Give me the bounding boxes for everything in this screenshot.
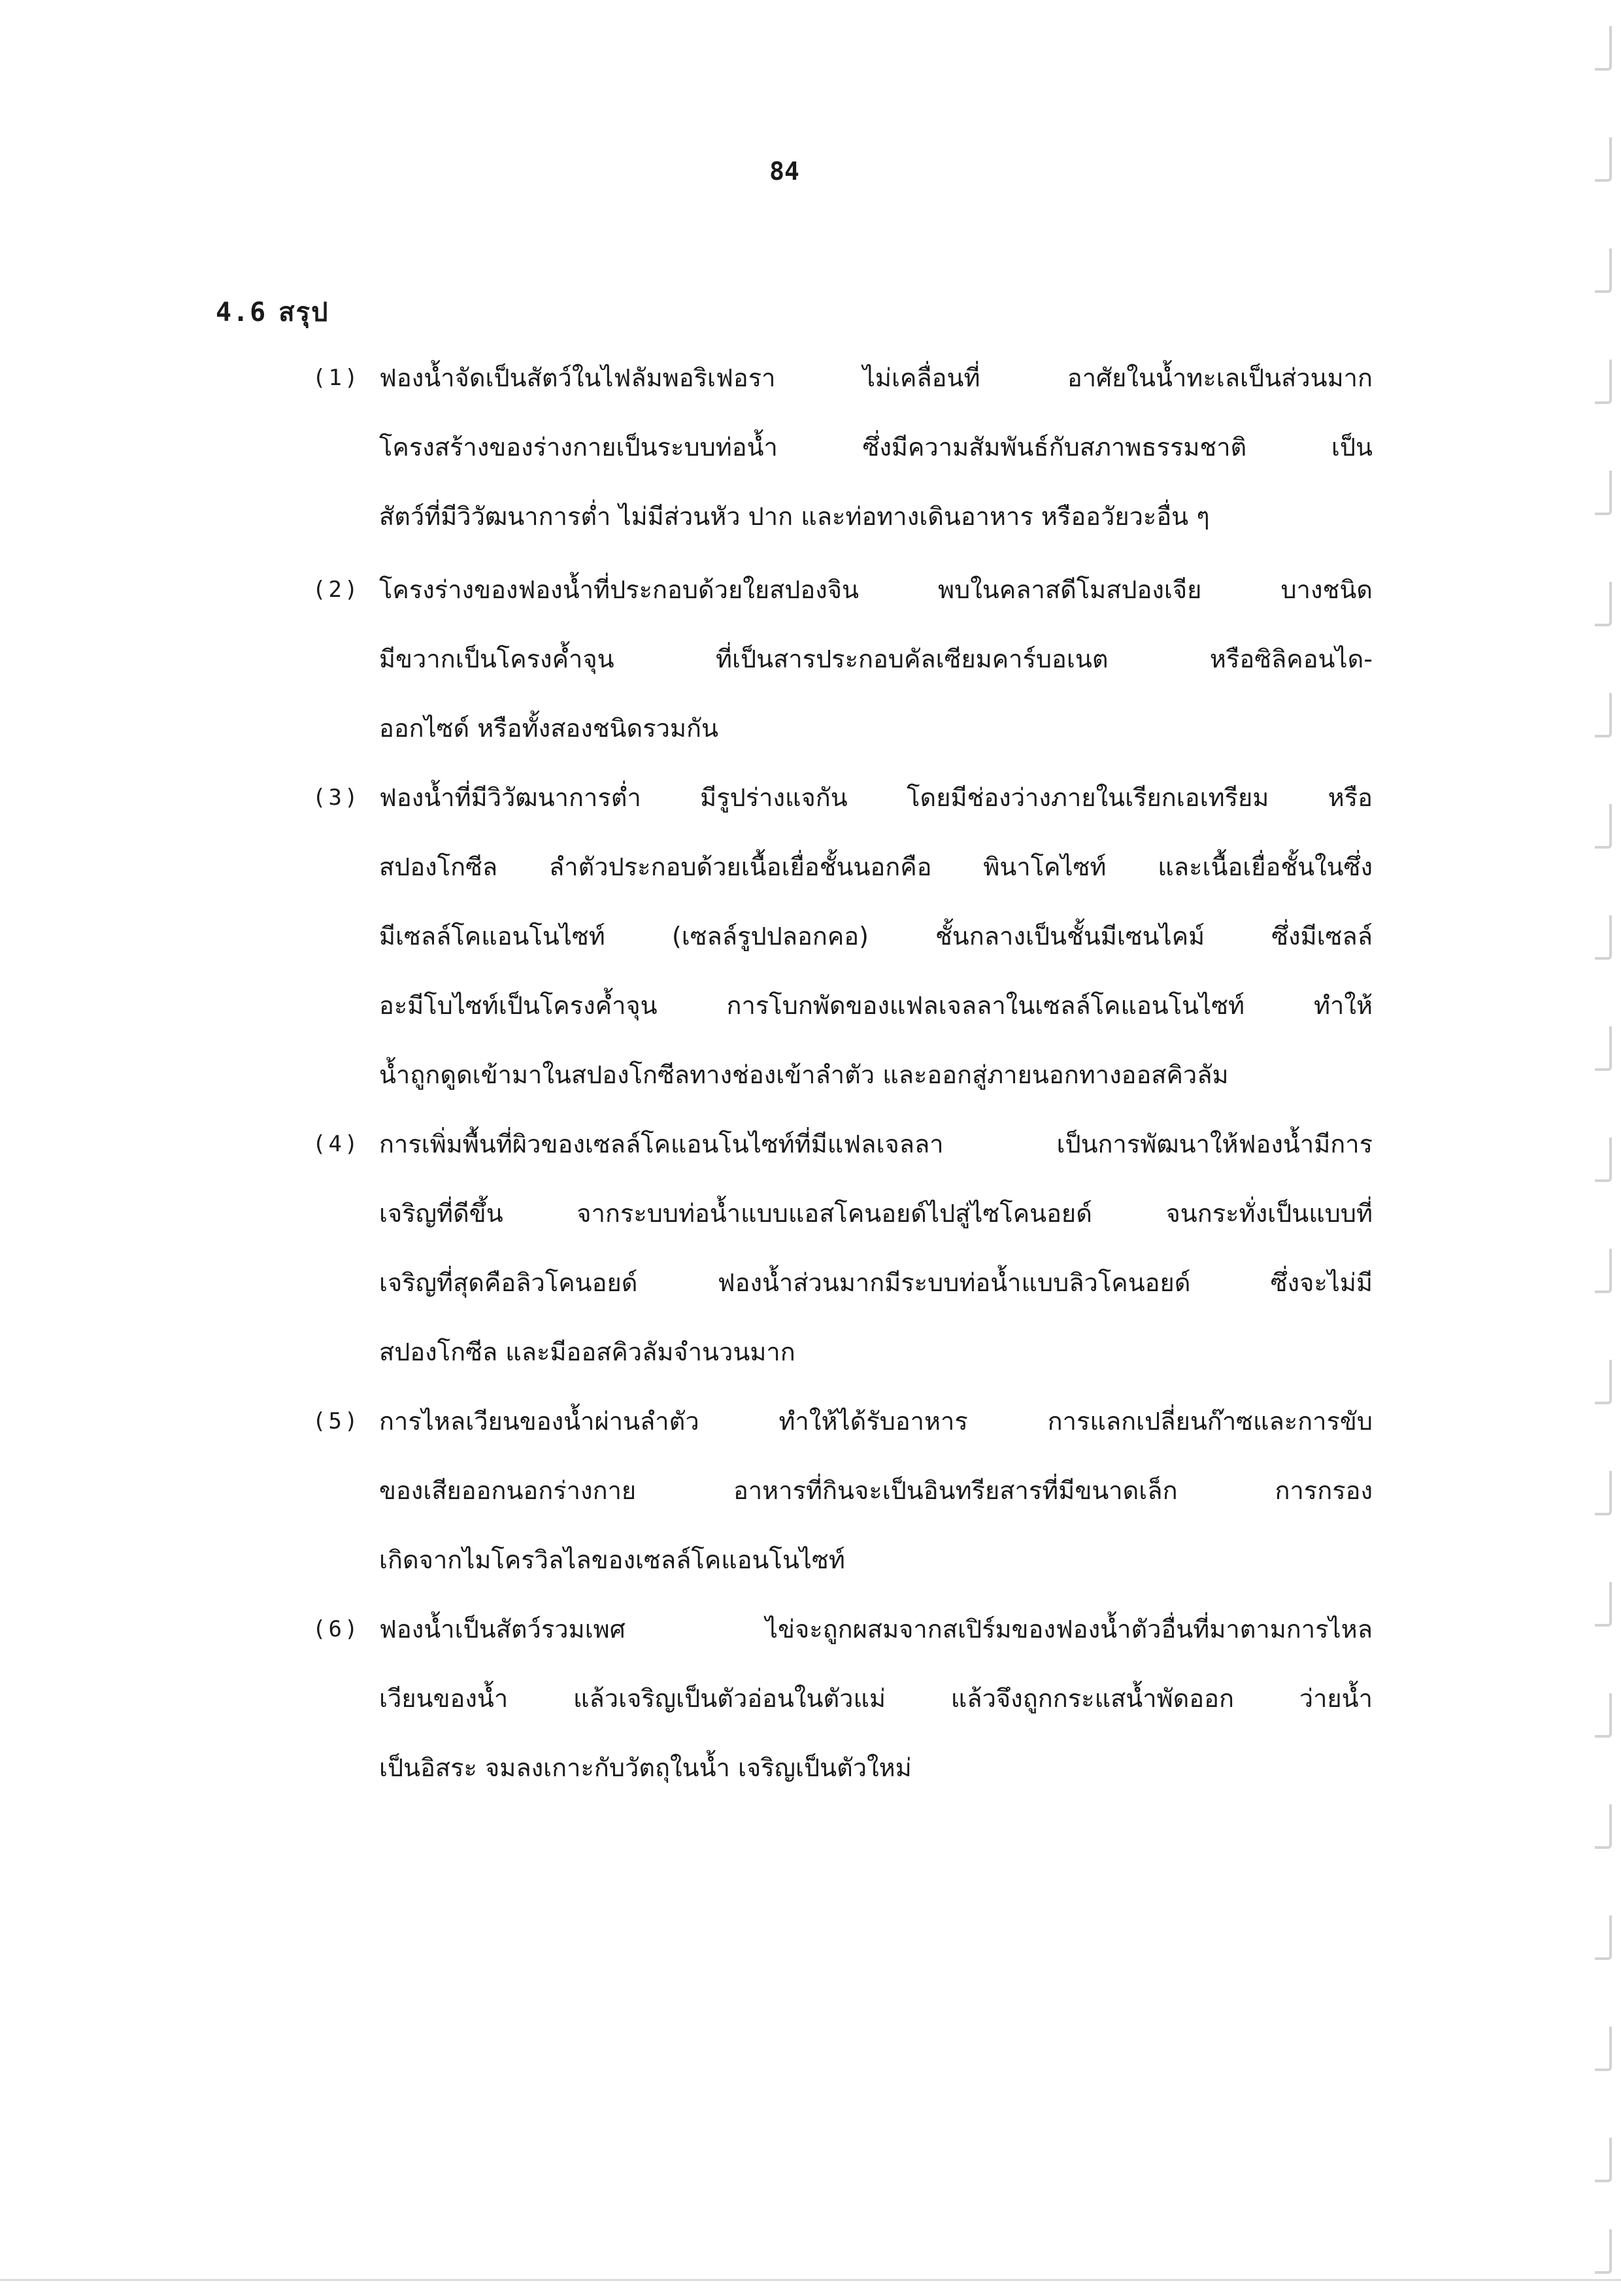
binding-marks [1582,0,1621,2296]
item-line: เจริญที่สุดคือลิวโคนอยด์ ฟองน้ำส่วนมากมีระบบท่อน้ำแบบลิวโคนอยด์ ซึ่งจะไม่มี [379,1268,1373,1297]
item-marker: (6) [312,1616,361,1642]
item-line: เกิดจากไมโครวิลไลของเซลล์โคแอนโนไซท์ [379,1545,845,1574]
item-line: น้ำถูกดูดเข้ามาในสปองโกซีลทางช่องเข้าลำตัว และออกสู่ภายนอกทางออสคิวลัม [379,1060,1229,1089]
item-marker: (5) [312,1408,361,1434]
item-line: ฟองน้ำจัดเป็นสัตว์ในไฟลัมพอริเฟอรา ไม่เคลื่อนที่ อาศัยในน้ำทะเลเป็นส่วนมาก [379,363,1373,392]
section-title: สรุป [278,297,329,328]
binding-mark [1595,1582,1612,1627]
item-line: ของเสียออกนอกร่างกาย อาหารที่กินจะเป็นอินทรียสารที่มีขนาดเล็ก การกรอง [379,1476,1373,1505]
item-line: โครงร่างของฟองน้ำที่ประกอบด้วยใยสปองจิน พบในคลาสดีโมสปองเจีย บางชนิด [379,575,1373,604]
section-heading [216,291,329,333]
binding-mark [1595,1693,1612,1738]
binding-mark [1595,2229,1612,2274]
item-line: ฟองน้ำที่มีวิวัฒนาการต่ำ มีรูปร่างแจกัน โดยมีช่องว่างภายในเรียกเอเทรียม หรือ [379,783,1373,812]
item-marker: (2) [312,577,361,603]
binding-mark [1595,1249,1612,1293]
scan-bottom-edge [0,2279,1621,2281]
item-line: โครงสร้างของร่างกายเป็นระบบท่อน้ำ ซึ่งมีความสัมพันธ์กับสภาพธรรมชาติ เป็น [379,433,1373,462]
binding-mark [1595,360,1612,404]
binding-mark [1595,1360,1612,1404]
page-number: 84 [769,157,799,186]
binding-mark [1595,248,1612,293]
item-line: มีขวากเป็นโครงค้ำจุน ที่เป็นสารประกอบคัลเซียมคาร์บอเนต หรือซิลิคอนได- [379,645,1373,673]
item-line: มีเซลล์โคแอนโนไซท์ (เซลล์รูปปลอกคอ) ชั้นกลางเป็นชั้นมีเซนไคม์ ซึ่งมีเซลล์ [379,922,1373,951]
item-line: ออกไซด์ หรือทั้งสองชนิดรวมกัน [379,714,718,743]
binding-mark [1595,1026,1612,1071]
item-line: สปองโกซีล และมีออสคิวลัมจำนวนมาก [379,1338,795,1366]
item-marker: (4) [312,1131,361,1157]
binding-mark [1595,804,1612,849]
binding-mark [1595,693,1612,737]
item-line: เป็นอิสระ จมลงเกาะกับวัตถุในน้ำ เจริญเป็นตัวใหม่ [379,1753,912,1782]
item-line: เวียนของน้ำ แล้วเจริญเป็นตัวอ่อนในตัวแม่ แล้วจึงถูกกระแสน้ำพัดออก ว่ายน้ำ [379,1684,1373,1713]
item-line: สปองโกซีล ลำตัวประกอบด้วยเนื้อเยื่อชั้นนอกคือ พินาโคไซท์ และเนื้อเยื่อชั้นในซึ่ง [379,853,1373,881]
item-line: การไหลเวียนของน้ำผ่านลำตัว ทำให้ได้รับอาหาร การแลกเปลี่ยนก๊าซและการขับ [379,1407,1373,1436]
item-line: อะมีโบไซท์เป็นโครงค้ำจุน การโบกพัดของแฟลเจลลาในเซลล์โคแอนโนไซท์ ทำให้ [379,991,1373,1020]
binding-mark [1595,1804,1612,1849]
item-marker: (1) [312,365,361,391]
binding-mark [1595,471,1612,515]
binding-mark [1595,2138,1612,2182]
binding-mark [1595,1471,1612,1515]
binding-mark [1595,2027,1612,2071]
binding-mark [1595,1916,1612,1960]
binding-mark [1595,915,1612,960]
binding-mark [1595,26,1612,71]
item-marker: (3) [312,785,361,811]
item-line: ฟองน้ำเป็นสัตว์รวมเพศ ไข่จะถูกผสมจากสเปิร์มของฟองน้ำตัวอื่นที่มาตามการไหล [379,1615,1373,1644]
binding-mark [1595,582,1612,626]
binding-mark [1595,1138,1612,1182]
item-line: สัตว์ที่มีวิวัฒนาการต่ำ ไม่มีส่วนหัว ปาก และท่อทางเดินอาหาร หรืออวัยวะอื่น ๆ [379,502,1210,531]
item-line: การเพิ่มพื้นที่ผิวของเซลล์โคแอนโนไซท์ที่มีแฟลเจลลา เป็นการพัฒนาให้ฟองน้ำมีการ [379,1130,1373,1158]
item-line: เจริญที่ดีขึ้น จากระบบท่อน้ำแบบแอสโคนอยด์ไปสู่ไซโคนอยด์ จนกระทั่งเป็นแบบที่ [379,1199,1373,1228]
section-number: 4.6 [216,297,267,328]
binding-mark [1595,137,1612,182]
